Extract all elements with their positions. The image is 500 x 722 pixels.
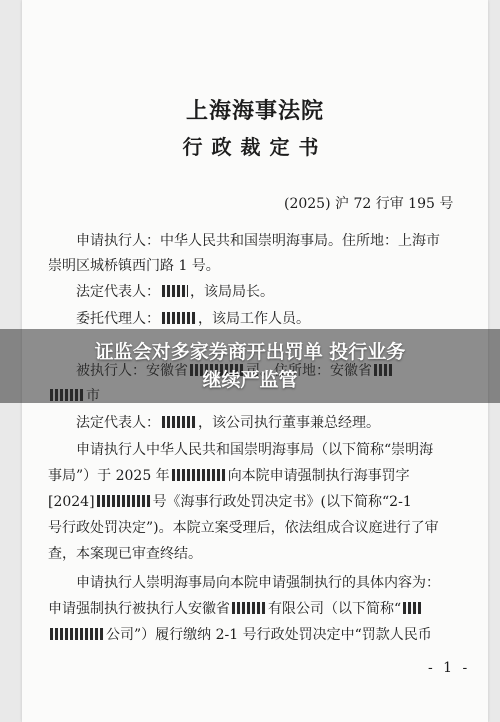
redaction-mark [162,285,188,297]
text-line: 申请执行人：中华人民共和国崇明海事局。住所地：上海市 [76,233,440,249]
document-type: 行政裁定书 [182,135,328,159]
page-number: - 1 - [428,660,471,676]
redaction-mark [232,602,266,614]
text-line: 申请执行人崇明海事局向本院申请强制执行的具体内容为： [76,575,440,591]
court-name: 上海海事法院 [185,98,324,124]
case-number: (2025) 沪 72 行审 195 号 [284,196,454,212]
text-line: 事局”）于 2025 年 向本院申请强制执行海事罚字 [48,468,410,484]
text-line: [2024] 号《海事行政处罚决定书》(以下简称“2-1 [48,494,412,510]
redaction-mark [50,628,104,640]
redaction-mark [162,312,196,324]
text-line: 法定代表人： ，该公司执行董事兼总经理。 [76,415,380,431]
text-line: 公司”）履行缴纳 2-1 号行政处罚决定中“罚款人民币 [48,626,432,644]
text-line: 申请强制执行被执行人安徽省 有限公司（以下简称“ [48,600,423,618]
headline-line-1: 证监会对多家券商开出罚单 投行业务 [94,341,406,363]
redaction-mark [97,495,151,507]
headline-line-2: 继续严监管 [202,369,298,391]
text-line: 号行政处罚决定”)。本院立案受理后，依法组成合议庭进行了审 [48,520,439,536]
text-line: 崇明区城桥镇西门路 1 号。 [48,258,220,274]
redaction-mark [172,469,226,481]
redaction-mark [403,602,421,614]
redaction-mark [162,416,196,428]
text-line: 法定代表人： ，该局局长。 [76,284,274,300]
text-line: 申请执行人中华人民共和国崇明海事局（以下简称“崇明海 [76,442,434,458]
text-line: 查，本案现已审查终结。 [48,546,202,562]
text-line: 委托代理人： ，该局工作人员。 [76,311,310,327]
